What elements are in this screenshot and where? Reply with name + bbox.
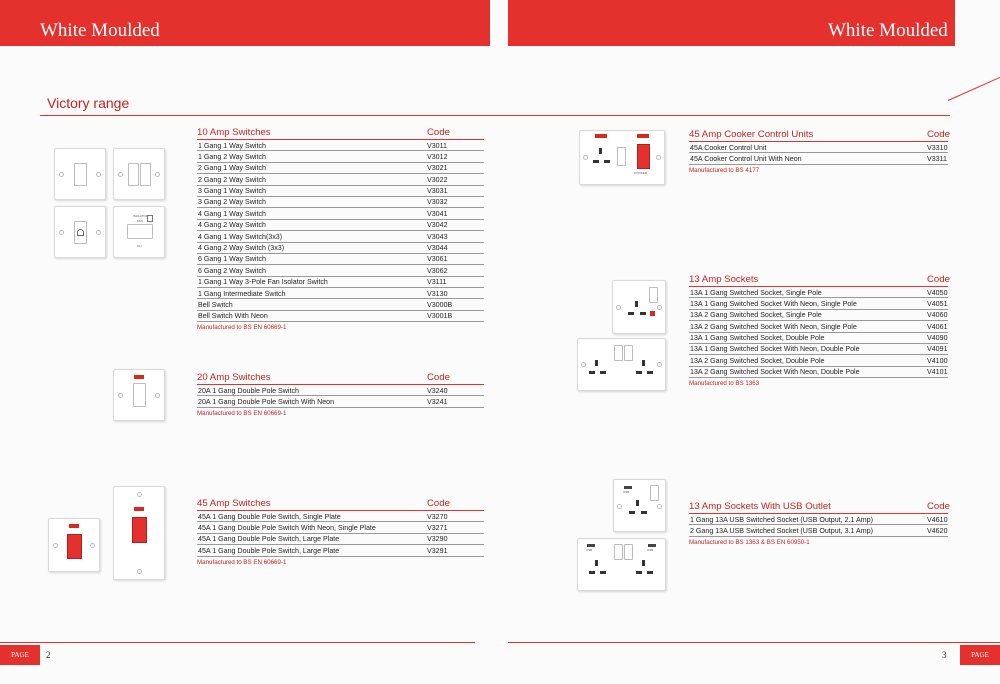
- right-header-title: White Moulded: [828, 20, 948, 41]
- product-description: 13A 2 Gang Switched Socket, Single Pole: [690, 311, 822, 320]
- product-code: V3031: [427, 187, 448, 196]
- right-page-number: 3: [942, 650, 947, 660]
- table-title: 10 Amp Switches: [197, 127, 271, 138]
- table-title: 45 Amp Cooker Control Units: [689, 129, 814, 140]
- table-45-amp-switches: [197, 498, 484, 566]
- product-description: 13A 2 Gang Switched Socket, Double Pole: [690, 356, 825, 365]
- product-code: V3311: [927, 154, 947, 163]
- left-page-tag: PAGE: [0, 645, 40, 665]
- product-description: 4 Gang 1 Way Switch(3x3): [198, 232, 283, 241]
- product-description: 1 Gang 1 Way 3-Pole Fan Isolator Switch: [198, 278, 328, 287]
- product-description: 13A 1 Gang Switched Socket, Double Pole: [690, 334, 825, 343]
- product-description: 4 Gang 2 Way Switch (3x3): [198, 244, 285, 253]
- code-column-header: Code: [927, 274, 950, 285]
- table-20-amp-switches: [197, 372, 484, 417]
- table-row: [197, 545, 484, 556]
- table-header: [197, 498, 484, 511]
- table-row: [689, 514, 948, 525]
- range-title: Victory range: [47, 95, 130, 111]
- product-code: V3241: [427, 397, 448, 406]
- product-description: 13A 1 Gang Switched Socket With Neon, Double Pole: [690, 345, 860, 354]
- table-title: 13 Amp Sockets With USB Outlet: [689, 501, 831, 512]
- table-row: [689, 310, 948, 321]
- table-title: 13 Amp Sockets: [689, 274, 759, 285]
- product-description: 13A 2 Gang Switched Socket With Neon, Double Pole: [690, 368, 860, 377]
- table-row: [689, 298, 948, 309]
- bell-switch-image: [54, 206, 106, 258]
- standards-note: Manufactured to BS 1363: [689, 380, 760, 388]
- table-row: [689, 355, 948, 366]
- code-column-header: Code: [427, 498, 450, 509]
- table-cooker-control-units: [689, 129, 948, 174]
- standards-note: Manufactured to BS 1363 & BS EN 60950-1: [689, 538, 810, 546]
- product-code: V3042: [427, 221, 448, 230]
- product-description: 6 Gang 1 Way Switch: [198, 255, 266, 264]
- table-usb-sockets: [689, 501, 948, 546]
- product-description: 13A 1 Gang Switched Socket With Neon, Single Pole: [690, 299, 857, 308]
- table-title: 20 Amp Switches: [197, 372, 271, 383]
- table-row: [197, 243, 484, 254]
- product-code: V3011: [427, 141, 447, 150]
- product-code: V3310: [927, 143, 948, 152]
- product-description: 45A 1 Gang Double Pole Switch With Neon, Single Plate: [198, 523, 376, 532]
- table-header: [197, 127, 484, 140]
- product-code: V4060: [927, 311, 948, 320]
- product-description: 1 Gang 1 Way Switch: [198, 141, 266, 150]
- table-row: [689, 142, 948, 153]
- product-code: V4610: [927, 515, 948, 524]
- product-code: V4100: [927, 356, 948, 365]
- table-row: [197, 288, 484, 299]
- table-row: [197, 385, 484, 396]
- product-description: 1 Gang 13A USB Switched Socket (USB Output, 2.1 Amp): [690, 515, 873, 524]
- table-10-amp-switches: [197, 127, 484, 331]
- table-header: [689, 274, 948, 287]
- product-description: 4 Gang 1 Way Switch: [198, 209, 266, 218]
- product-code: V4051: [927, 299, 948, 308]
- product-code: V3041: [427, 209, 448, 218]
- left-footer-line: [0, 642, 475, 643]
- product-code: V3271: [427, 523, 448, 532]
- product-description: 2 Gang 13A USB Switched Socket (USB Output, 3.1 Amp): [690, 526, 873, 535]
- table-row: [689, 367, 948, 378]
- product-description: 3 Gang 1 Way Switch: [198, 187, 266, 196]
- product-code: V3240: [427, 386, 448, 395]
- table-row: [197, 220, 484, 231]
- left-page-number: 2: [46, 650, 51, 660]
- socket-1-gang-image: [612, 280, 666, 334]
- table-header: [689, 129, 948, 142]
- product-description: Bell Switch: [198, 300, 233, 309]
- fan-isolator-switch-image: [113, 206, 165, 258]
- product-description: 3 Gang 2 Way Switch: [198, 198, 266, 207]
- product-code: V3062: [427, 266, 448, 275]
- product-description: 45A Cooker Control Unit: [690, 143, 767, 152]
- table-13-amp-sockets: [689, 274, 948, 387]
- table-row: [197, 186, 484, 197]
- product-description: 20A 1 Gang Double Pole Switch With Neon: [198, 397, 335, 406]
- product-code: V4090: [927, 334, 948, 343]
- usb-label-3: USB: [647, 548, 654, 552]
- product-description: 20A 1 Gang Double Pole Switch: [198, 386, 299, 395]
- usb-socket-2-gang-image: [577, 538, 666, 591]
- product-code: V3012: [427, 152, 448, 161]
- table-row: [689, 321, 948, 332]
- table-row: [197, 265, 484, 276]
- product-description: 45A Cooker Control Unit With Neon: [690, 154, 802, 163]
- product-description: 2 Gang 1 Way Switch: [198, 164, 266, 173]
- cooker-label: COOKER: [634, 171, 648, 175]
- product-code: V3022: [427, 175, 448, 184]
- table-row: [689, 333, 948, 344]
- code-column-header: Code: [427, 372, 450, 383]
- product-description: 45A 1 Gang Double Pole Switch, Large Plate: [198, 546, 340, 555]
- product-code: V4061: [927, 322, 948, 331]
- code-column-header: Code: [927, 501, 950, 512]
- fan-isolator-label: ISOLATOR: [133, 214, 148, 218]
- product-code: V3130: [427, 289, 448, 298]
- table-row: [197, 151, 484, 162]
- table-row: [197, 277, 484, 288]
- product-description: 4 Gang 2 Way Switch: [198, 221, 266, 230]
- table-row: [197, 396, 484, 407]
- product-description: 1 Gang 2 Way Switch: [198, 152, 266, 161]
- product-code: V4091: [927, 345, 948, 354]
- table-row: [197, 522, 484, 533]
- left-header-title: White Moulded: [40, 20, 160, 41]
- product-description: 6 Gang 2 Way Switch: [198, 266, 266, 275]
- switch-20a-image: [113, 369, 165, 421]
- fan-on-label: ON: [137, 244, 142, 248]
- product-description: Bell Switch With Neon: [198, 312, 268, 321]
- standards-note: Manufactured to BS EN 60669-1: [197, 558, 287, 566]
- product-code: V4101: [927, 368, 948, 377]
- standards-note: Manufactured to BS EN 60669-1: [197, 409, 287, 417]
- product-code: V4620: [927, 526, 948, 535]
- range-divider: [40, 115, 950, 116]
- product-code: V3111: [427, 278, 447, 287]
- product-description: 45A 1 Gang Double Pole Switch, Single Plate: [198, 512, 341, 521]
- table-title: 45 Amp Switches: [197, 498, 271, 509]
- table-row: [197, 231, 484, 242]
- product-description: 45A 1 Gang Double Pole Switch, Large Plate: [198, 535, 340, 544]
- product-code: V3001B: [427, 312, 453, 321]
- table-row: [197, 311, 484, 322]
- product-code: V3032: [427, 198, 448, 207]
- table-row: [689, 153, 948, 164]
- table-row: [197, 163, 484, 174]
- table-row: [197, 140, 484, 151]
- product-code: V3291: [427, 546, 448, 555]
- range-divider-accent: [948, 75, 1000, 101]
- usb-socket-1-gang-image: [613, 479, 666, 532]
- table-row: [197, 511, 484, 522]
- table-row: [689, 344, 948, 355]
- table-row: [689, 287, 948, 298]
- table-row: [197, 208, 484, 219]
- product-code: V3270: [427, 512, 448, 521]
- standards-note: Manufactured to BS EN 60669-1: [197, 324, 287, 332]
- table-row: [197, 254, 484, 265]
- fan-label: FAN: [137, 219, 143, 223]
- product-code: V3021: [427, 164, 448, 173]
- switch-45a-single-plate-image: [48, 518, 100, 572]
- socket-2-gang-image: [577, 338, 666, 391]
- code-column-header: Code: [427, 127, 450, 138]
- usb-label-2: USB: [586, 548, 593, 552]
- standards-note: Manufactured to BS 4177: [689, 166, 760, 174]
- table-row: [689, 525, 948, 536]
- product-description: 13A 1 Gang Switched Socket, Single Pole: [690, 288, 822, 297]
- table-row: [197, 174, 484, 185]
- table-header: [689, 501, 948, 514]
- cooker-control-unit-image: [579, 130, 665, 185]
- switch-1-gang-image: [54, 148, 106, 200]
- table-row: [197, 299, 484, 310]
- product-code: V3061: [427, 255, 448, 264]
- table-row: [197, 197, 484, 208]
- product-code: V3044: [427, 244, 448, 253]
- table-row: [197, 534, 484, 545]
- switch-2-gang-image: [113, 148, 165, 200]
- product-code: V4050: [927, 288, 948, 297]
- code-column-header: Code: [927, 129, 950, 140]
- product-description: 13A 2 Gang Switched Socket With Neon, Single Pole: [690, 322, 857, 331]
- product-description: 1 Gang Intermediate Switch: [198, 289, 286, 298]
- right-footer-line: [508, 642, 1000, 643]
- usb-label-1: USB: [623, 490, 630, 494]
- product-code: V3043: [427, 232, 448, 241]
- product-code: V3290: [427, 535, 448, 544]
- product-code: V3000B: [427, 300, 453, 309]
- product-description: 2 Gang 2 Way Switch: [198, 175, 266, 184]
- right-page-tag: PAGE: [960, 645, 1000, 665]
- switch-45a-large-plate-image: [113, 486, 165, 580]
- table-header: [197, 372, 484, 385]
